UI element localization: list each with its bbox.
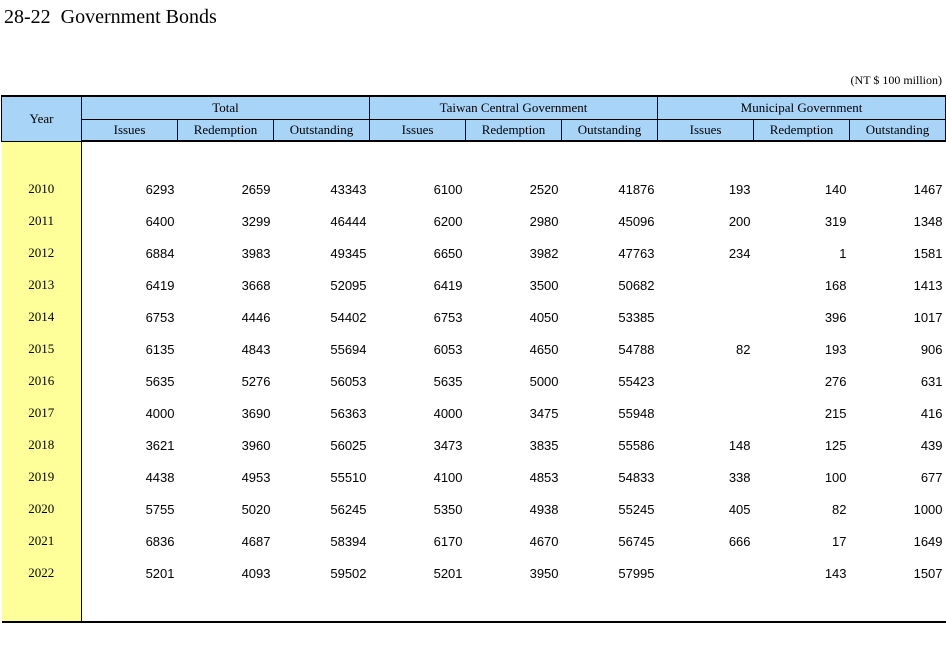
value-cell: 6650 — [433, 245, 463, 261]
value-cell: 140 — [824, 181, 847, 197]
value-cell: 4687 — [241, 533, 271, 549]
table-body — [2, 141, 946, 622]
value-cell: 6753 — [145, 309, 175, 325]
value-cell: 55510 — [330, 469, 367, 485]
value-cell: 5276 — [241, 373, 271, 389]
value-cell: 55245 — [618, 501, 655, 517]
value-cell: 148 — [728, 437, 751, 453]
value-cell: 2980 — [529, 213, 559, 229]
bottom-spacer-row — [2, 589, 946, 622]
year-cell-blank — [2, 589, 82, 622]
year-cell: 2013 — [2, 269, 82, 301]
value-cell: 4843 — [241, 341, 271, 357]
year-cell: 2012 — [2, 237, 82, 269]
value-cell: 46444 — [330, 213, 367, 229]
value-cell: 1 — [839, 245, 847, 261]
group-header-total: Total — [82, 96, 370, 120]
year-cell: 2014 — [2, 301, 82, 333]
value-cell: 100 — [824, 469, 847, 485]
value-cell: 276 — [824, 373, 847, 389]
year-cell: 2019 — [2, 461, 82, 493]
value-cell: 200 — [728, 213, 751, 229]
value-cell: 53385 — [618, 309, 655, 325]
value-cell: 54788 — [618, 341, 655, 357]
page-title: 28-22 Government Bonds — [4, 6, 217, 28]
year-cell-blank — [2, 141, 82, 173]
value-cell: 41876 — [618, 181, 655, 197]
value-cell: 439 — [920, 437, 943, 453]
value-cell: 5201 — [145, 565, 175, 581]
value-cell — [658, 397, 754, 429]
table-row — [2, 493, 946, 525]
value-cell: 1649 — [913, 533, 943, 549]
value-cell: 168 — [824, 277, 847, 293]
value-cell: 56025 — [330, 437, 367, 453]
value-cell: 3835 — [529, 437, 559, 453]
value-cell: 4100 — [433, 469, 463, 485]
value-cell: 3690 — [241, 405, 271, 421]
value-cell: 3668 — [241, 277, 271, 293]
value-cell: 6419 — [433, 277, 463, 293]
year-cell: 2015 — [2, 333, 82, 365]
table-row — [2, 397, 946, 429]
table-row — [2, 461, 946, 493]
sub-header-issues: Issues — [658, 120, 754, 142]
value-cell: 4000 — [145, 405, 175, 421]
value-cell: 6884 — [145, 245, 175, 261]
sub-header-redemption: Redemption — [178, 120, 274, 142]
value-cell: 3473 — [433, 437, 463, 453]
sub-header-redemption: Redemption — [466, 120, 562, 142]
group-header-municipal: Municipal Government — [658, 96, 946, 120]
value-cell: 45096 — [618, 213, 655, 229]
value-cell: 5755 — [145, 501, 175, 517]
value-cell: 4000 — [433, 405, 463, 421]
value-cell: 4670 — [529, 533, 559, 549]
value-cell — [658, 557, 754, 589]
table-row — [2, 173, 946, 205]
year-cell: 2018 — [2, 429, 82, 461]
table-row — [2, 269, 946, 301]
value-cell: 1017 — [913, 309, 943, 325]
year-header: Year — [2, 96, 82, 141]
value-cell: 4953 — [241, 469, 271, 485]
value-cell: 1581 — [913, 245, 943, 261]
value-cell: 1000 — [913, 501, 943, 517]
value-cell: 4050 — [529, 309, 559, 325]
table-row — [2, 301, 946, 333]
value-cell: 4093 — [241, 565, 271, 581]
year-cell: 2021 — [2, 525, 82, 557]
value-cell: 6753 — [433, 309, 463, 325]
value-cell: 5000 — [529, 373, 559, 389]
value-cell: 3983 — [241, 245, 271, 261]
value-cell: 631 — [920, 373, 943, 389]
value-cell: 54402 — [330, 309, 367, 325]
value-cell: 55694 — [330, 341, 367, 357]
value-cell: 56053 — [330, 373, 367, 389]
value-cell: 5201 — [433, 565, 463, 581]
value-cell: 338 — [728, 469, 751, 485]
value-cell: 5635 — [433, 373, 463, 389]
value-cell: 6419 — [145, 277, 175, 293]
value-cell: 193 — [728, 181, 751, 197]
value-cell: 6400 — [145, 213, 175, 229]
value-cell: 55948 — [618, 405, 655, 421]
value-cell: 3950 — [529, 565, 559, 581]
value-cell: 6293 — [145, 181, 175, 197]
value-cell: 5635 — [145, 373, 175, 389]
value-cell: 193 — [824, 341, 847, 357]
bonds-table — [1, 95, 946, 623]
value-cell: 56363 — [330, 405, 367, 421]
value-cell: 125 — [824, 437, 847, 453]
value-cell: 55423 — [618, 373, 655, 389]
value-cell: 47763 — [618, 245, 655, 261]
value-cell: 57995 — [618, 565, 655, 581]
value-cell: 1413 — [913, 277, 943, 293]
value-cell: 49345 — [330, 245, 367, 261]
value-cell: 6135 — [145, 341, 175, 357]
sub-header-issues: Issues — [370, 120, 466, 142]
value-cell — [658, 301, 754, 333]
value-cell: 5020 — [241, 501, 271, 517]
value-cell: 6200 — [433, 213, 463, 229]
value-cell: 2659 — [241, 181, 271, 197]
value-cell: 405 — [728, 501, 751, 517]
value-cell: 4938 — [529, 501, 559, 517]
table-row — [2, 205, 946, 237]
unit-note: (NT $ 100 million) — [850, 73, 942, 87]
value-cell: 5350 — [433, 501, 463, 517]
value-cell: 56245 — [330, 501, 367, 517]
group-header-central: Taiwan Central Government — [370, 96, 658, 120]
value-cell: 906 — [920, 341, 943, 357]
value-cell: 6100 — [433, 181, 463, 197]
value-cell: 43343 — [330, 181, 367, 197]
sub-header-outstanding: Outstanding — [850, 120, 946, 142]
value-cell: 3475 — [529, 405, 559, 421]
value-cell: 3500 — [529, 277, 559, 293]
value-cell: 55586 — [618, 437, 655, 453]
value-cell: 6170 — [433, 533, 463, 549]
value-cell: 17 — [832, 533, 847, 549]
value-cell: 4853 — [529, 469, 559, 485]
value-cell: 677 — [920, 469, 943, 485]
value-cell: 58394 — [330, 533, 367, 549]
value-cell: 319 — [824, 213, 847, 229]
value-cell: 6053 — [433, 341, 463, 357]
table-row — [2, 557, 946, 589]
value-cell: 234 — [728, 245, 751, 261]
value-cell: 54833 — [618, 469, 655, 485]
value-cell: 3982 — [529, 245, 559, 261]
spacer-row — [2, 141, 946, 173]
value-cell: 50682 — [618, 277, 655, 293]
value-cell: 82 — [736, 341, 751, 357]
value-cell: 143 — [824, 565, 847, 581]
value-cell: 6836 — [145, 533, 175, 549]
value-cell: 4446 — [241, 309, 271, 325]
value-cell: 4650 — [529, 341, 559, 357]
value-cell: 1348 — [913, 213, 943, 229]
value-cell: 4438 — [145, 469, 175, 485]
value-cell: 59502 — [330, 565, 367, 581]
table-row — [2, 429, 946, 461]
year-cell: 2022 — [2, 557, 82, 589]
year-cell: 2011 — [2, 205, 82, 237]
value-cell — [658, 269, 754, 301]
value-cell: 1507 — [913, 565, 943, 581]
year-cell: 2020 — [2, 493, 82, 525]
table-row — [2, 333, 946, 365]
value-cell: 2520 — [529, 181, 559, 197]
value-cell: 56745 — [618, 533, 655, 549]
sub-header-outstanding: Outstanding — [274, 120, 370, 142]
value-cell: 416 — [920, 405, 943, 421]
value-cell: 52095 — [330, 277, 367, 293]
year-cell: 2010 — [2, 173, 82, 205]
year-cell: 2017 — [2, 397, 82, 429]
value-cell: 666 — [728, 533, 751, 549]
sub-header-redemption: Redemption — [754, 120, 850, 142]
year-cell: 2016 — [2, 365, 82, 397]
blank-cell — [82, 589, 946, 622]
value-cell: 1467 — [913, 181, 943, 197]
value-cell — [658, 365, 754, 397]
blank-cell — [82, 141, 946, 173]
table-row — [2, 365, 946, 397]
value-cell: 82 — [832, 501, 847, 517]
value-cell: 3299 — [241, 213, 271, 229]
value-cell: 3960 — [241, 437, 271, 453]
table-row — [2, 525, 946, 557]
table-row — [2, 237, 946, 269]
sub-header-outstanding: Outstanding — [562, 120, 658, 142]
value-cell: 3621 — [145, 437, 175, 453]
value-cell: 396 — [824, 309, 847, 325]
value-cell: 215 — [824, 405, 847, 421]
sub-header-issues: Issues — [82, 120, 178, 142]
